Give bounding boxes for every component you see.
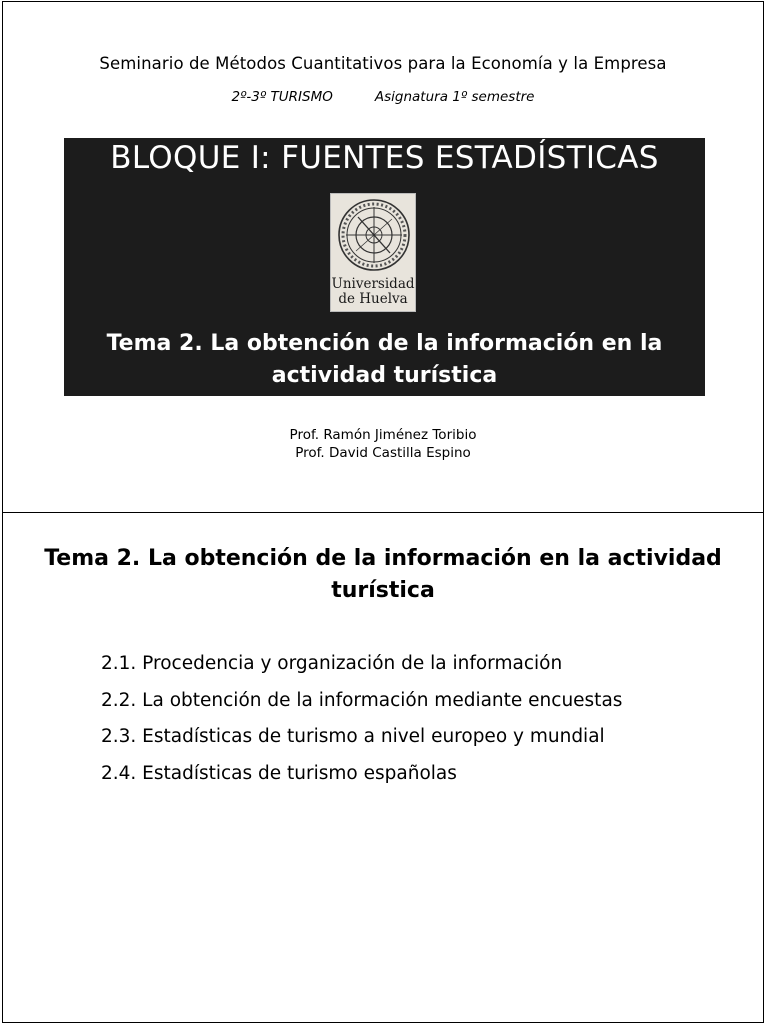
logo-text-line2: de Huelva [338,291,408,307]
course-info [3,89,763,105]
university-seal-icon [336,197,412,275]
block-title: BLOQUE I: FUENTES ESTADÍSTICAS [110,140,659,176]
list-item: 2.3. Estadísticas de turismo a nivel europeo y mundial [101,726,605,747]
slide-2 [2,512,764,1023]
list-item: 2.4. Estadísticas de turismo españolas [101,762,457,784]
list-item: 2.2. La obtención de la información mediante encuestas [101,689,623,711]
logo-text-line1: Universidad [331,276,415,292]
course-label: 2º-3º TURISMO [231,89,333,105]
subject-label: Asignatura 1º semestre [374,89,535,105]
title-block [64,138,705,396]
list-item: 2.1. Procedencia y organización de la información [101,653,563,674]
university-logo [330,193,416,312]
topic-title: Tema 2. La obtención de la información en la actividad turística [44,546,722,603]
professor-2: Prof. David Castilla Espino [295,445,471,461]
seminar-title: Seminario de Métodos Cuantitativos para la Economía y la Empresa [99,54,667,73]
slide-1 [2,1,764,513]
professor-1: Prof. Ramón Jiménez Toribio [289,427,477,443]
topic-subtitle: Tema 2. La obtención de la información en la actividad turística [106,331,663,388]
table-of-contents [101,646,721,792]
